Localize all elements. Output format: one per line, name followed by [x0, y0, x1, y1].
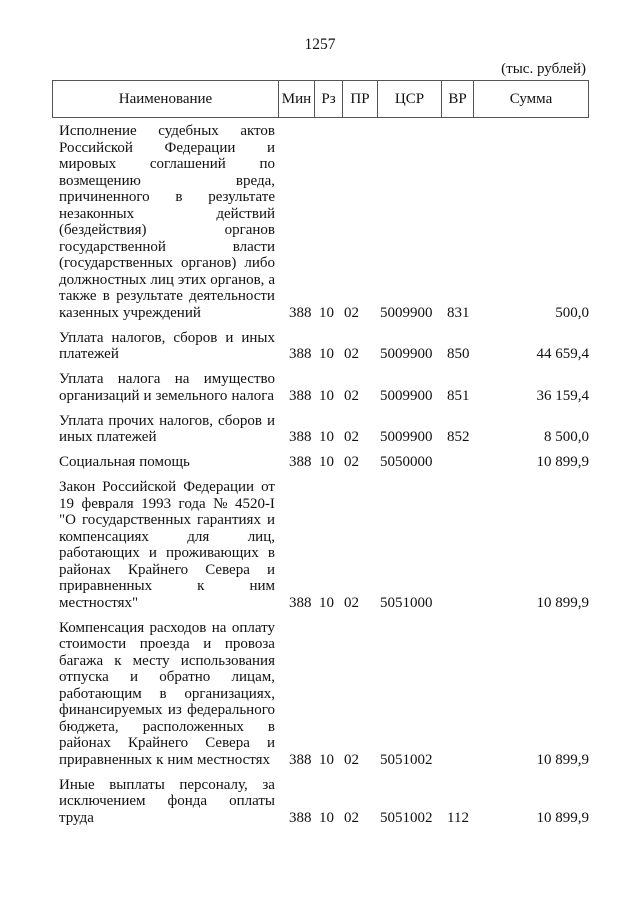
cell-pr: 02: [344, 346, 359, 362]
cell-pr: 02: [344, 304, 359, 321]
cell-vr: 831: [447, 304, 470, 321]
table-body: [52, 123, 589, 835]
row-name: [52, 413, 275, 446]
cell-rz: 10: [319, 594, 334, 611]
units-label: (тыс. рублей): [501, 61, 586, 77]
header-name: Наименование: [53, 81, 279, 118]
cell-csr: 5009900: [380, 387, 433, 404]
name-line: (бездействия) органов: [59, 222, 275, 238]
table-row: [52, 330, 589, 363]
cell-sum: 10 899,9: [536, 809, 589, 826]
name-line: Закон Российской Федерации от: [59, 479, 275, 495]
name-line: Российской Федерации и: [59, 139, 275, 156]
table-header: [52, 80, 589, 118]
name-line: казенных учреждений: [59, 304, 201, 321]
cell-csr: 5009900: [380, 429, 433, 445]
name-line: исключением фонда оплаты: [59, 793, 275, 809]
row-name: [52, 620, 275, 769]
cell-csr: 5050000: [380, 454, 433, 470]
name-line: стоимости проезда и провоза: [59, 636, 275, 652]
cell-vr: 112: [447, 809, 469, 826]
cell-sum: 500,0: [555, 304, 589, 321]
cell-min: 388: [289, 809, 312, 826]
cell-pr: 02: [344, 594, 359, 611]
row-name: [52, 330, 275, 363]
row-name: [52, 123, 275, 321]
cell-rz: 10: [319, 454, 334, 470]
cell-sum: 44 659,4: [536, 346, 589, 362]
cell-rz: 10: [319, 429, 334, 445]
header-csr: ЦСР: [378, 81, 442, 118]
header-sum: Сумма: [474, 81, 589, 118]
cell-min: 388: [289, 594, 312, 611]
name-line: местностях": [59, 594, 139, 611]
name-line: "О государственных гарантиях и: [59, 512, 275, 528]
cell-sum: 36 159,4: [536, 387, 589, 404]
row-name: [52, 371, 275, 404]
name-line: районах Крайнего Севера и: [59, 735, 275, 751]
cell-sum: 10 899,9: [536, 454, 589, 470]
table-row: [52, 371, 589, 404]
name-line: багажа к месту использования: [59, 652, 275, 669]
cell-vr: 852: [447, 429, 470, 445]
cell-pr: 02: [344, 809, 359, 826]
cell-sum: 10 899,9: [536, 751, 589, 768]
table-row: [52, 777, 589, 827]
name-line: приравненных к ним местностях: [59, 751, 271, 768]
name-line: приравненных к ним: [59, 578, 275, 594]
name-line: возмещению вреда,: [59, 172, 275, 189]
header-pr: ПР: [343, 81, 378, 118]
cell-sum: 10 899,9: [536, 594, 589, 611]
cell-rz: 10: [319, 387, 334, 404]
row-name: [52, 454, 275, 471]
cell-rz: 10: [319, 809, 334, 826]
cell-pr: 02: [344, 387, 359, 404]
cell-min: 388: [289, 751, 312, 768]
cell-csr: 5009900: [380, 304, 433, 321]
cell-pr: 02: [344, 429, 359, 445]
page-number: 1257: [304, 36, 336, 53]
name-line: 19 февраля 1993 года № 4520-I: [59, 495, 275, 512]
name-line: причиненного в результате: [59, 189, 275, 205]
name-line: платежей: [59, 346, 119, 362]
name-line: бюджета, расположенных в: [59, 718, 275, 735]
name-line: компенсациях для лиц,: [59, 528, 275, 545]
cell-min: 388: [289, 346, 312, 362]
cell-vr: 851: [447, 387, 470, 404]
name-line: должностных лиц этих органов, а: [59, 271, 275, 288]
header-min: Мин: [279, 81, 315, 118]
name-line: Исполнение судебных актов: [59, 123, 275, 139]
cell-min: 388: [289, 387, 312, 404]
name-line: организаций и земельного налога: [59, 387, 275, 404]
name-line: государственной власти: [59, 238, 275, 255]
cell-min: 388: [289, 429, 312, 445]
name-line: работающих и проживающих в: [59, 545, 275, 561]
name-line: Уплата налогов, сборов и иных: [59, 329, 275, 346]
name-line: труда: [59, 809, 94, 826]
cell-pr: 02: [344, 454, 359, 470]
row-name: [52, 479, 275, 611]
name-line: Уплата прочих налогов, сборов и: [59, 412, 275, 429]
cell-sum: 8 500,0: [544, 429, 589, 445]
cell-csr: 5051002: [380, 809, 433, 826]
header-rz: Рз: [315, 81, 343, 118]
name-line: отпуска и обратно лицам,: [59, 669, 275, 685]
name-line: Компенсация расходов на оплату: [59, 619, 275, 636]
cell-rz: 10: [319, 304, 334, 321]
name-line: мировых соглашений по: [59, 156, 275, 172]
name-line: незаконных действий: [59, 205, 275, 222]
row-name: [52, 777, 275, 827]
cell-rz: 10: [319, 751, 334, 768]
name-line: работающим в организациях,: [59, 685, 275, 702]
cell-pr: 02: [344, 751, 359, 768]
table-row: [52, 413, 589, 446]
cell-rz: 10: [319, 346, 334, 362]
name-line: районах Крайнего Севера и: [59, 561, 275, 578]
table-row: [52, 454, 589, 471]
name-line: (государственных органов) либо: [59, 255, 275, 271]
cell-csr: 5051000: [380, 594, 433, 611]
table-row: [52, 479, 589, 611]
table-row: [52, 123, 589, 321]
name-line: Иные выплаты персоналу, за: [59, 776, 275, 793]
name-line: иных платежей: [59, 429, 157, 445]
name-line: Уплата налога на имущество: [59, 371, 275, 387]
name-line: также в результате деятельности: [59, 288, 275, 304]
header-vr: ВР: [442, 81, 474, 118]
cell-csr: 5051002: [380, 751, 433, 768]
name-line: Социальная помощь: [59, 454, 190, 470]
cell-csr: 5009900: [380, 346, 433, 362]
cell-min: 388: [289, 304, 312, 321]
name-line: финансируемых из федерального: [59, 702, 275, 718]
table-row: [52, 620, 589, 769]
cell-vr: 850: [447, 346, 470, 362]
cell-min: 388: [289, 454, 312, 470]
